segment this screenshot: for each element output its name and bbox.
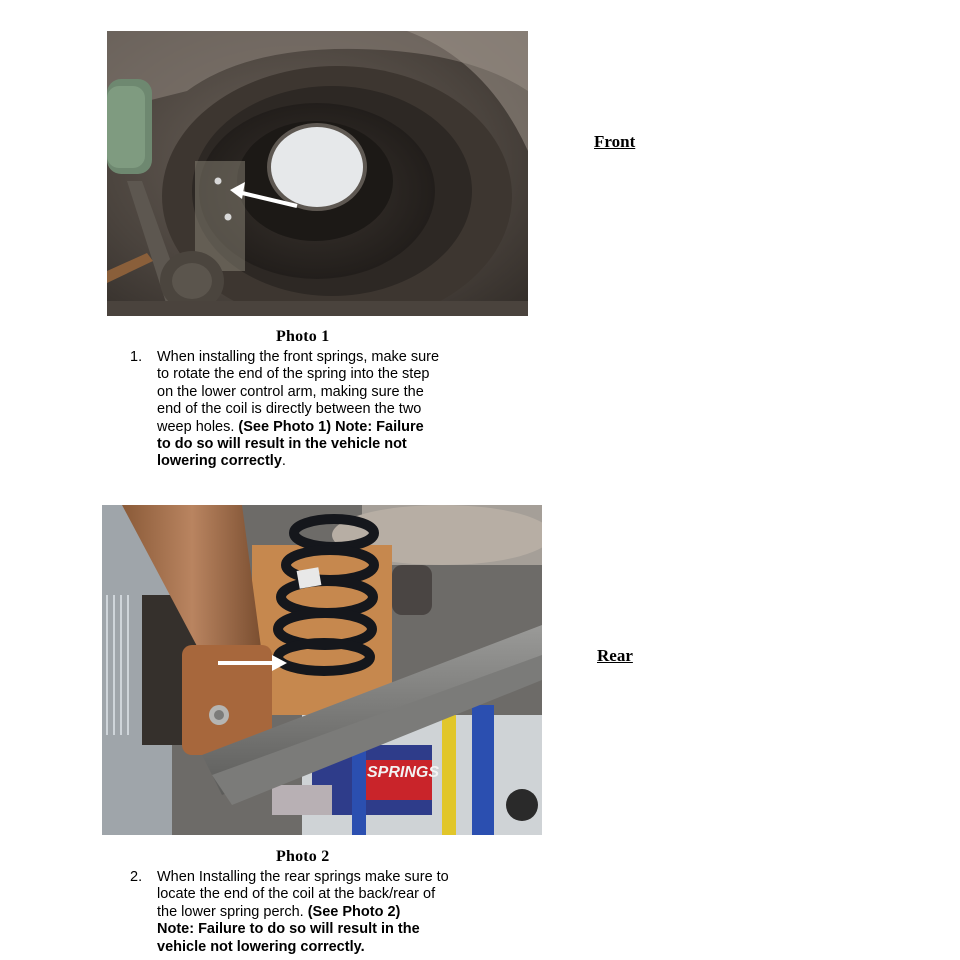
- front-section-label: Front: [594, 132, 636, 151]
- step-2-line: When Installing the rear springs make sure to: [157, 869, 449, 885]
- step-2-line: [157, 904, 477, 921]
- rear-section-label: Rear: [597, 646, 633, 665]
- step-2-note-line: vehicle not lowering correctly.: [157, 938, 365, 955]
- photo-1-caption: Photo 1: [276, 328, 330, 345]
- step-2-note-line: Note: Failure to do so will result in the: [157, 921, 420, 938]
- photo-2-caption: Photo 2: [276, 848, 330, 865]
- step-1-body: [157, 349, 467, 471]
- step-1-line: [157, 453, 467, 470]
- step-1-line: When installing the front springs, make sure: [157, 349, 440, 365]
- step-1-line: [157, 419, 467, 436]
- step-1-note: lowering correctly: [157, 453, 282, 470]
- step-2-number: 2.: [130, 869, 143, 885]
- step-1-line: end of the coil is directly between the two: [157, 401, 422, 418]
- step-2-body: [157, 869, 477, 956]
- photo-2-shop-sign: SPRINGS: [367, 764, 440, 781]
- step-2-text: the lower spring perch.: [157, 903, 308, 920]
- step-1-text: weep holes.: [157, 418, 239, 435]
- step-2-note: (See Photo 2): [307, 903, 401, 920]
- step-1-text: .: [281, 453, 286, 470]
- step-1-line: on the lower control arm, making sure the: [157, 383, 424, 400]
- step-1-number: 1.: [130, 349, 143, 365]
- step-1-line: to rotate the end of the spring into the step: [157, 366, 430, 383]
- step-1-note: (See Photo 1) Note: Failure: [238, 418, 424, 435]
- step-2-line: locate the end of the coil at the back/rear of: [157, 886, 436, 903]
- front-spring-photo: [107, 31, 528, 316]
- rear-spring-photo: [102, 505, 542, 835]
- step-1-note-line: to do so will result in the vehicle not: [157, 436, 407, 453]
